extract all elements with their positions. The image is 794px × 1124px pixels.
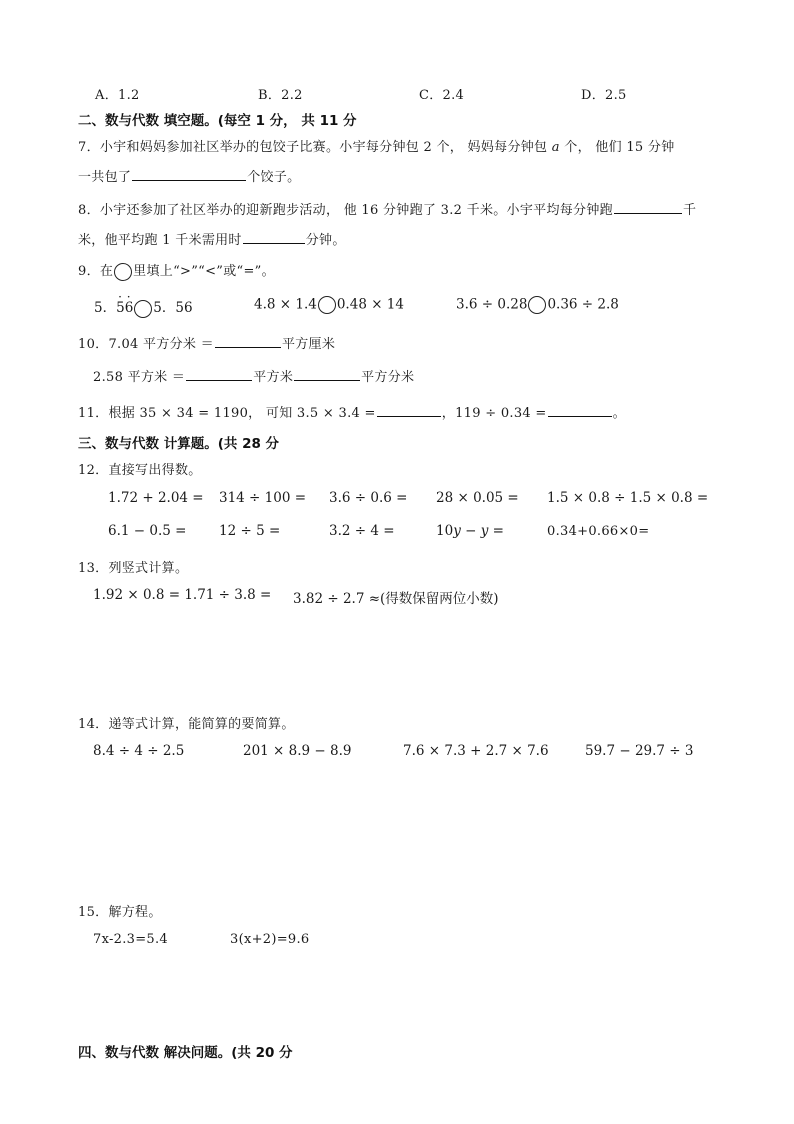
q9-text-b: 里填上“>”“<”或“=”。 bbox=[133, 264, 275, 279]
q9-item-2 bbox=[254, 296, 404, 314]
q9-item1-left-d1: · 5 bbox=[116, 300, 125, 316]
q11-text-b: ，119 ÷ 0.34 = bbox=[441, 406, 547, 421]
q15-equation-2: 3(x+2)=9.6 bbox=[230, 932, 310, 947]
option-a-letter: A． bbox=[95, 88, 118, 103]
q8-answer-blank-1[interactable] bbox=[614, 201, 682, 214]
q12-row1-item-5: 1.5 × 0.8 ÷ 1.5 × 0.8 = bbox=[547, 490, 709, 506]
q9-item-1 bbox=[94, 296, 193, 318]
option-a bbox=[95, 84, 140, 103]
q10-text-c: 2.58 平方米 ＝ bbox=[93, 370, 186, 385]
question-10-line-1 bbox=[78, 333, 335, 352]
q14-item-1: 8.4 ÷ 4 ÷ 2.5 bbox=[93, 743, 185, 759]
q12-row1-item-2: 314 ÷ 100 = bbox=[219, 490, 307, 506]
q12-row2-item-5: 0.34+0.66×0= bbox=[547, 524, 650, 539]
q14-item-4: 59.7 − 29.7 ÷ 3 bbox=[585, 743, 694, 759]
q12-row2-item-4: 10y − y = bbox=[436, 523, 504, 539]
q13-item-1: 1.92 × 0.8 = 1.71 ÷ 3.8 = bbox=[93, 587, 272, 603]
q9-item1-right: 5．56 bbox=[153, 300, 193, 316]
q13-item-2: 3.82 ÷ 2.7 ≈(得数保留两位小数) bbox=[293, 591, 499, 607]
question-14-prompt: 14．递等式计算，能简算的要简算。 bbox=[78, 717, 295, 732]
q9-item-3 bbox=[456, 296, 619, 314]
q7-text-b: 个， 他们 15 分钟 bbox=[559, 140, 675, 155]
q15-equation-1: 7x-2.3=5.4 bbox=[93, 932, 169, 947]
question-11 bbox=[78, 402, 626, 421]
q7-text-c: 一共包了 bbox=[78, 170, 132, 185]
q8-text-c: 米，他平均跑 1 千米需用时 bbox=[78, 233, 242, 248]
option-a-value: 1.2 bbox=[118, 88, 140, 103]
question-7-line-1 bbox=[78, 136, 675, 155]
q12-row2-item-1: 6.1 − 0.5 = bbox=[108, 523, 187, 539]
option-d-letter: D． bbox=[581, 88, 606, 103]
q7-answer-blank[interactable] bbox=[132, 168, 246, 181]
q9-item2-right: 0.48 × 14 bbox=[336, 296, 404, 313]
option-c-letter: C． bbox=[419, 88, 443, 103]
q10-text-a: 10．7.04 平方分米 ＝ bbox=[78, 337, 214, 352]
section-4-title: 四、数与代数 解决问题。(共 20 分 bbox=[78, 1045, 293, 1061]
section-2-title: 二、数与代数 填空题。(每空 1 分， 共 11 分 bbox=[78, 113, 357, 129]
section-3-title: 三、数与代数 计算题。(共 28 分 bbox=[78, 436, 280, 452]
q10-answer-blank-1[interactable] bbox=[215, 335, 281, 348]
q9-item1-answer-circle[interactable] bbox=[134, 300, 152, 318]
q8-text-b: 千 bbox=[682, 203, 697, 218]
question-8-line-1 bbox=[78, 199, 696, 218]
q9-item2-left: 4.8 × 1.4 bbox=[254, 296, 317, 313]
q14-item-2: 201 × 8.9 − 8.9 bbox=[243, 743, 352, 759]
option-c-value: 2.4 bbox=[442, 88, 465, 103]
q11-text-c: 。 bbox=[612, 406, 626, 421]
q10-answer-blank-3[interactable] bbox=[294, 368, 360, 381]
q9-item1-left-int: 5． bbox=[94, 300, 117, 316]
option-b-letter: B． bbox=[258, 88, 282, 103]
q14-item-3: 7.6 × 7.3 + 2.7 × 7.6 bbox=[403, 743, 549, 759]
q8-text-a: 8．小宇还参加了社区举办的迎新跑步活动， 他 16 分钟跑了 3.2 千米。小宇平均每分钟跑 bbox=[78, 203, 613, 218]
q9-item1-left-d2: · 6 bbox=[125, 300, 134, 316]
q11-answer-blank-1[interactable] bbox=[377, 404, 441, 417]
question-8-line-2 bbox=[78, 229, 346, 248]
q10-text-e: 平方分米 bbox=[361, 370, 415, 385]
q8-text-d: 分钟。 bbox=[305, 233, 346, 248]
option-d-value: 2.5 bbox=[605, 88, 627, 103]
q12-row1-item-1: 1.72 + 2.04 = bbox=[108, 490, 204, 506]
question-15-prompt: 15．解方程。 bbox=[78, 905, 162, 920]
q9-text-a: 9．在 bbox=[78, 264, 114, 279]
question-9-prompt bbox=[78, 260, 275, 281]
q9-item3-right: 0.36 ÷ 2.8 bbox=[547, 296, 619, 313]
q12-row2-item-3: 3.2 ÷ 4 = bbox=[329, 523, 395, 539]
q8-answer-blank-2[interactable] bbox=[243, 231, 305, 244]
q9-item3-left: 3.6 ÷ 0.28 bbox=[456, 296, 528, 313]
question-12-prompt: 12．直接写出得数。 bbox=[78, 463, 202, 478]
q7-text-d: 个饺子。 bbox=[247, 170, 301, 185]
question-10-line-2 bbox=[93, 366, 414, 385]
q12-row2-item-2: 12 ÷ 5 = bbox=[219, 523, 281, 539]
q12-row1-item-3: 3.6 ÷ 0.6 = bbox=[329, 490, 408, 506]
compare-circle-icon bbox=[114, 263, 132, 281]
q12-row1-item-4: 28 × 0.05 = bbox=[436, 490, 519, 506]
q11-text-a: 11．根据 35 × 34 = 1190， 可知 3.5 × 3.4 = bbox=[78, 406, 376, 421]
q7-text-a: 7．小宇和妈妈参加社区举办的包饺子比赛。小宇每分钟包 2 个， 妈妈每分钟包 bbox=[78, 140, 552, 155]
q10-answer-blank-2[interactable] bbox=[186, 368, 252, 381]
question-13-prompt: 13．列竖式计算。 bbox=[78, 561, 189, 576]
option-d bbox=[581, 84, 627, 103]
q11-answer-blank-2[interactable] bbox=[548, 404, 612, 417]
option-c bbox=[419, 84, 464, 103]
option-b bbox=[258, 84, 303, 103]
q9-item2-answer-circle[interactable] bbox=[318, 296, 336, 314]
option-b-value: 2.2 bbox=[281, 88, 303, 103]
q10-text-b: 平方厘米 bbox=[281, 337, 336, 352]
q10-text-d: 平方米 bbox=[253, 370, 294, 385]
q9-item3-answer-circle[interactable] bbox=[528, 296, 546, 314]
question-7-line-2 bbox=[78, 166, 300, 185]
q7-variable: a bbox=[551, 140, 560, 155]
